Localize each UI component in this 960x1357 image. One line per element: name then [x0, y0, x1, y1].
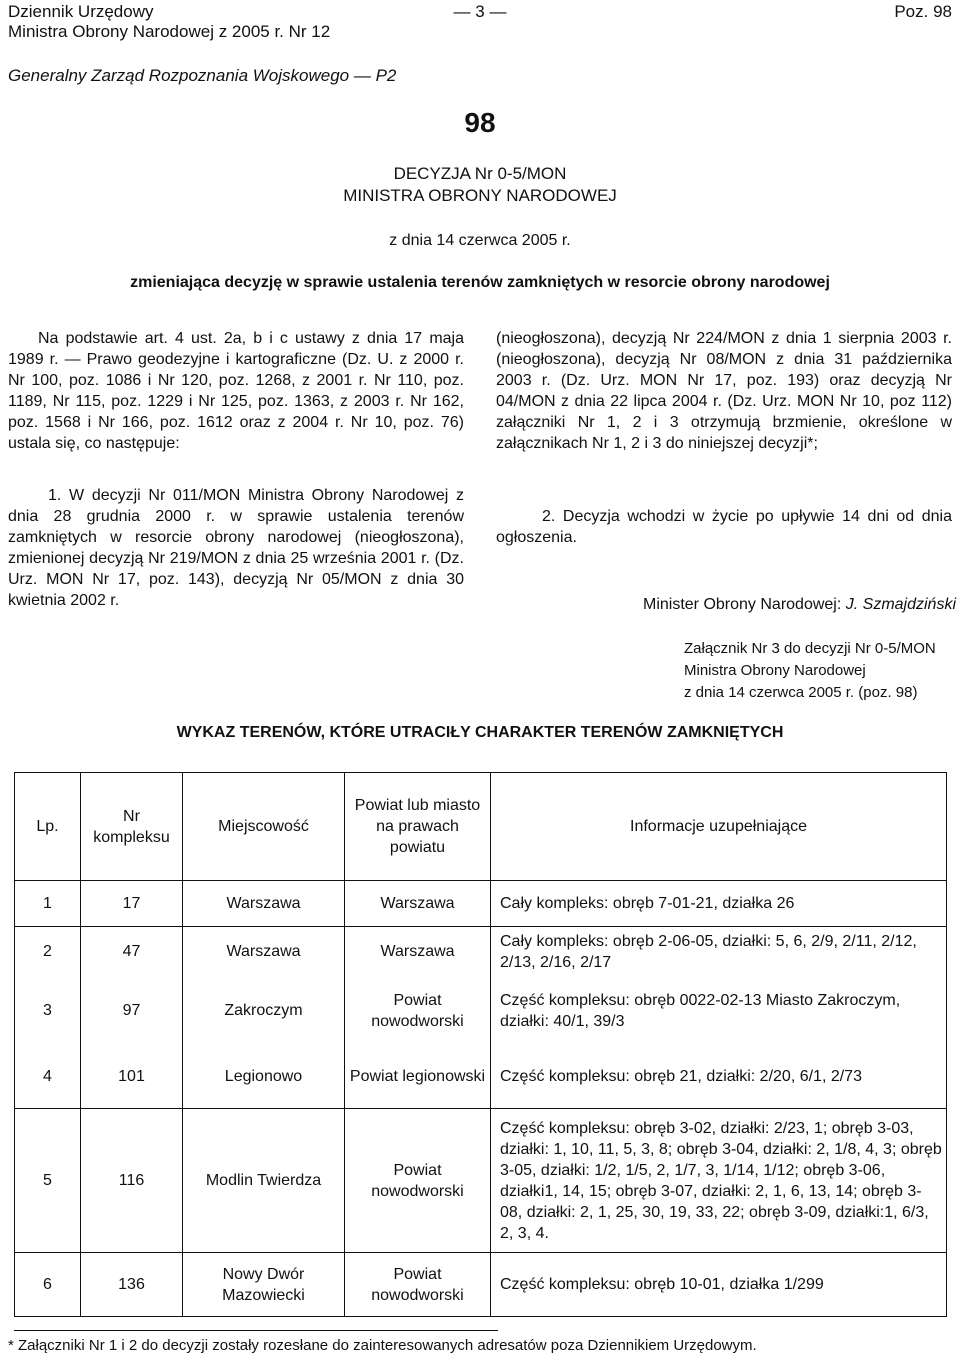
cell-lp: 4 — [15, 1045, 81, 1109]
cell-lp: 3 — [15, 977, 81, 1045]
cell-lp: 1 — [15, 881, 81, 927]
cell-info: Część kompleksu: obręb 21, działki: 2/20, 6/1, 2/73 — [491, 1045, 947, 1109]
signature-role: Minister Obrony Narodowej: — [643, 596, 842, 613]
col-header-district: Powiat lub miasto na prawach powiatu — [345, 773, 491, 881]
cell-locality: Warszawa — [183, 881, 345, 927]
cell-complex-no: 101 — [81, 1045, 183, 1109]
col-header-lp: Lp. — [15, 773, 81, 881]
col-header-complex-no: Nr kompleksu — [81, 773, 183, 881]
cell-locality: Warszawa — [183, 927, 345, 977]
table-row — [15, 927, 947, 977]
signature-name: J. Szmajdziński — [845, 596, 956, 613]
footnote: * Załączniki Nr 1 i 2 do decyzji zostały rozesłane do zainteresowanych adresatów poza Dziennikiem Urzędowym. — [8, 1337, 757, 1354]
cell-locality: Legionowo — [183, 1045, 345, 1109]
annex-line-3: z dnia 14 czerwca 2005 r. (poz. 98) — [684, 684, 918, 701]
signature — [643, 594, 956, 615]
annex-reference — [684, 638, 936, 704]
col-header-info: Informacje uzupełniające — [491, 773, 947, 881]
cell-complex-no: 47 — [81, 927, 183, 977]
table-row — [15, 1253, 947, 1317]
decision-date: z dnia 14 czerwca 2005 r. — [389, 232, 571, 249]
preamble: Na podstawie art. 4 ust. 2a, b i c ustawy z dnia 17 maja 1989 r. — Prawo geodezyjne i kartograficzne (Dz. U. z 2000 r. Nr 100, poz. 1086 i Nr 120, poz. 1268, z 2001 r. Nr 110, poz. 1189, Nr 115, poz. 1229 i Nr 125, poz. 1363, z 2003 r. Nr 162, poz. 1568 i Nr 166, poz. 1612 oraz z 2004 r. Nr 10, poz. 76) ustala się, co następuje: — [8, 330, 464, 452]
cell-district: Powiat nowodworski — [345, 1109, 491, 1253]
cell-locality: Modlin Twierdza — [183, 1109, 345, 1253]
decision-subject: zmieniająca decyzję w sprawie ustalenia terenów zamkniętych w resorcie obrony narodowej — [130, 274, 830, 291]
table-row — [15, 881, 947, 927]
decision-title-line2: MINISTRA OBRONY NARODOWEJ — [343, 186, 617, 205]
table-header-row — [15, 773, 947, 881]
terrain-table — [14, 772, 947, 1317]
footnote-rule — [14, 1330, 498, 1331]
decision-number: 98 — [464, 107, 496, 138]
cell-lp: 6 — [15, 1253, 81, 1317]
cell-info: Część kompleksu: obręb 3-02, działki: 2/23, 1; obręb 3-03, działki: 1, 10, 11, 5, 3, 8; obręb 3-04, działki: 2, 1/8, 4, 3; obręb 3-05, działki: 1/2, 1/5, 2, 1/7, 3, 1/14, 1/12; obręb 3-06, działki1, 14, 15; obręb 3-07, działki: 2, 1, 6, 13, 14; obręb 3-08, działki: 2, 1, 25, 30, 19, 33, 22; obręb 3-09, działki:1, 6/3, 2, 3, 4. — [491, 1109, 947, 1253]
decision-title-line1: DECYZJA Nr 0-5/MON — [393, 164, 567, 183]
table-row — [15, 1109, 947, 1253]
cell-complex-no: 97 — [81, 977, 183, 1045]
cell-district: Powiat nowodworski — [345, 1253, 491, 1317]
cell-complex-no: 17 — [81, 881, 183, 927]
issuer: Generalny Zarząd Rozpoznania Wojskowego — P2 — [8, 66, 397, 85]
cell-locality: Zakroczym — [183, 977, 345, 1045]
position-number: Poz. 98 — [894, 2, 952, 21]
annex-title: WYKAZ TERENÓW, KTÓRE UTRACIŁY CHARAKTER TERENÓW ZAMKNIĘTYCH — [176, 724, 784, 741]
journal-title: Dziennik Urzędowy — [8, 2, 154, 21]
annex-line-2: Ministra Obrony Narodowej — [684, 662, 866, 679]
col-header-locality: Miejscowość — [183, 773, 345, 881]
cell-info: Część kompleksu: obręb 0022-02-13 Miasto Zakroczym, działki: 40/1, 39/3 — [491, 977, 947, 1045]
page-number: — 3 — — [453, 2, 507, 21]
cell-lp: 5 — [15, 1109, 81, 1253]
cell-complex-no: 136 — [81, 1253, 183, 1317]
cell-lp: 2 — [15, 927, 81, 977]
cell-district: Powiat nowodworski — [345, 977, 491, 1045]
paragraph-1-continued: (nieogłoszona), decyzją Nr 224/MON z dnia 1 sierpnia 2003 r. (nieogłoszona), decyzją Nr 08/MON z dnia 31 października 2003 r. (Dz. Urz. MON Nr 17, poz. 193) oraz decyzją Nr 04/MON z dnia 22 lipca 2004 r. (Dz. Urz. MON Nr 10, poz 112) załączniki Nr 1, 2 i 3 otrzymują brzmienie, określone w załącznikach Nr 1, 2 i 3 do niniejszej decyzji*; — [496, 330, 952, 452]
table-row — [15, 1045, 947, 1109]
paragraph-1: 1. W decyzji Nr 011/MON Ministra Obrony Narodowej z dnia 28 grudnia 2000 r. w sprawie ustalenia terenów zamkniętych w resorcie obrony narodowej (nieogłoszona), zmienionej decyzją Nr 219/MON z dnia 25 września 2001 r. (Dz. Urz. MON Nr 17, poz. 143), decyzją Nr 05/MON z dnia 30 kwietnia 2002 r. — [8, 487, 464, 609]
table-row — [15, 977, 947, 1045]
cell-district: Warszawa — [345, 927, 491, 977]
cell-district: Warszawa — [345, 881, 491, 927]
annex-line-1: Załącznik Nr 3 do decyzji Nr 0-5/MON — [684, 640, 936, 657]
paragraph-2: 2. Decyzja wchodzi w życie po upływie 14 dni od dnia ogłoszenia. — [496, 508, 952, 546]
cell-district: Powiat legionowski — [345, 1045, 491, 1109]
cell-complex-no: 116 — [81, 1109, 183, 1253]
cell-info: Część kompleksu: obręb 10-01, działka 1/299 — [491, 1253, 947, 1317]
cell-info: Cały kompleks: obręb 7-01-21, działka 26 — [491, 881, 947, 927]
cell-locality: Nowy Dwór Mazowiecki — [183, 1253, 345, 1317]
journal-issue: Ministra Obrony Narodowej z 2005 r. Nr 12 — [8, 22, 331, 41]
cell-info: Cały kompleks: obręb 2-06-05, działki: 5, 6, 2/9, 2/11, 2/12, 2/13, 2/16, 2/17 — [491, 927, 947, 977]
